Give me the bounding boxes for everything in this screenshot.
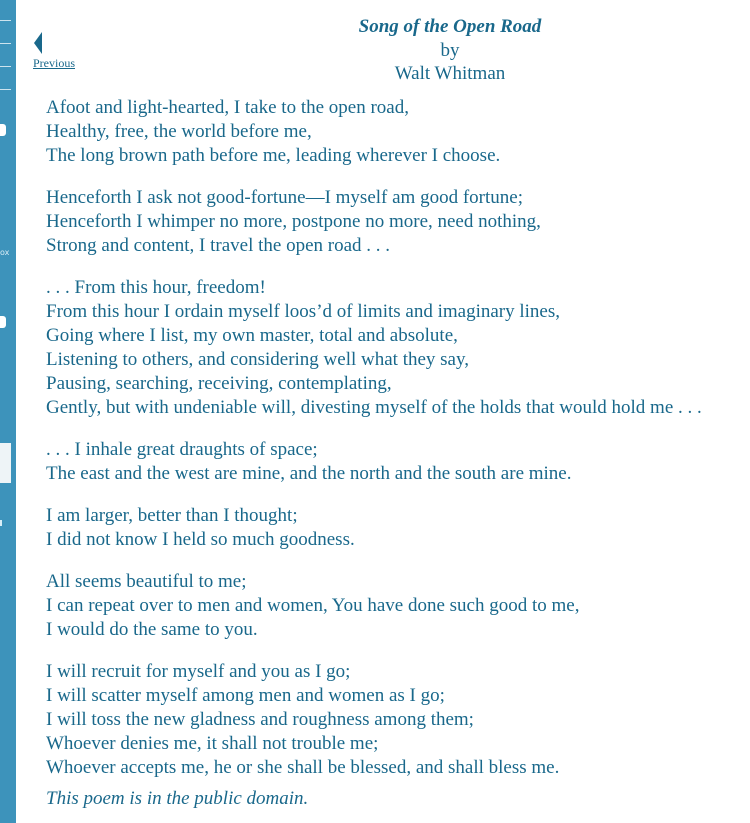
sidebar-checkbox[interactable] bbox=[0, 316, 6, 328]
poem-line: Whoever accepts me, he or she shall be blessed, and shall bless me. bbox=[46, 757, 560, 778]
poem-line: I am larger, better than I thought; bbox=[46, 505, 298, 526]
public-domain-note: This poem is in the public domain. bbox=[46, 788, 309, 809]
previous-label[interactable]: Previous bbox=[33, 56, 75, 70]
sidebar-panel[interactable] bbox=[0, 443, 11, 483]
poem-author: Walt Whitman bbox=[394, 63, 506, 84]
poem-line: Strong and content, I travel the open road . . . bbox=[46, 235, 391, 256]
poem-line: Henceforth I ask not good-fortune—I myself am good fortune; bbox=[46, 187, 523, 208]
poem-line: . . . I inhale great draughts of space; bbox=[46, 439, 318, 460]
poem-body bbox=[46, 96, 746, 798]
stanza bbox=[46, 438, 746, 486]
sidebar-divider bbox=[0, 20, 11, 21]
poem-line: Whoever denies me, it shall not trouble me; bbox=[46, 733, 379, 754]
poem-line: The east and the west are mine, and the north and the south are mine. bbox=[46, 463, 572, 484]
stanza bbox=[46, 276, 746, 420]
stanza bbox=[46, 504, 746, 552]
poem-line: All seems beautiful to me; bbox=[46, 571, 247, 592]
poem-line: From this hour I ordain myself loos’d of limits and imaginary lines, bbox=[46, 301, 560, 322]
poem-line: Pausing, searching, receiving, contemplating, bbox=[46, 373, 392, 394]
sidebar-checkbox[interactable] bbox=[0, 124, 6, 136]
poem-header bbox=[300, 15, 600, 86]
poem-line: I can repeat over to men and women, You have done such good to me, bbox=[46, 595, 580, 616]
poem-line: . . . From this hour, freedom! bbox=[46, 277, 266, 298]
previous-arrow-icon[interactable] bbox=[34, 32, 42, 54]
poem-line: Henceforth I whimper no more, postpone no more, need nothing, bbox=[46, 211, 541, 232]
sidebar bbox=[0, 0, 16, 823]
sidebar-divider bbox=[0, 66, 11, 67]
sidebar-divider bbox=[0, 89, 11, 90]
poem-line: I would do the same to you. bbox=[46, 619, 258, 640]
poem-line: The long brown path before me, leading wherever I choose. bbox=[46, 145, 501, 166]
poem-line: I did not know I held so much goodness. bbox=[46, 529, 355, 550]
poem-line: Listening to others, and considering well what they say, bbox=[46, 349, 470, 370]
byline-by: by bbox=[440, 39, 460, 61]
poem-line: I will toss the new gladness and roughness among them; bbox=[46, 709, 474, 730]
stanza bbox=[46, 186, 746, 258]
previous-link[interactable] bbox=[33, 32, 93, 70]
stanza bbox=[46, 570, 746, 642]
poem-line: I will scatter myself among men and women as I go; bbox=[46, 685, 445, 706]
stanza bbox=[46, 96, 746, 168]
sidebar-divider bbox=[0, 43, 11, 44]
sidebar-label-fragment: ox bbox=[0, 248, 10, 257]
poem-title: Song of the Open Road bbox=[358, 16, 542, 37]
stanza bbox=[46, 660, 746, 780]
poem-line: Gently, but with undeniable will, divesting myself of the holds that would hold me . . . bbox=[46, 397, 702, 418]
poem-line: Afoot and light-hearted, I take to the open road, bbox=[46, 97, 409, 118]
poem-line: Going where I list, my own master, total and absolute, bbox=[46, 325, 458, 346]
sidebar-marker bbox=[0, 520, 2, 526]
poem-line: Healthy, free, the world before me, bbox=[46, 121, 312, 142]
poem-line: I will recruit for myself and you as I go; bbox=[46, 661, 351, 682]
